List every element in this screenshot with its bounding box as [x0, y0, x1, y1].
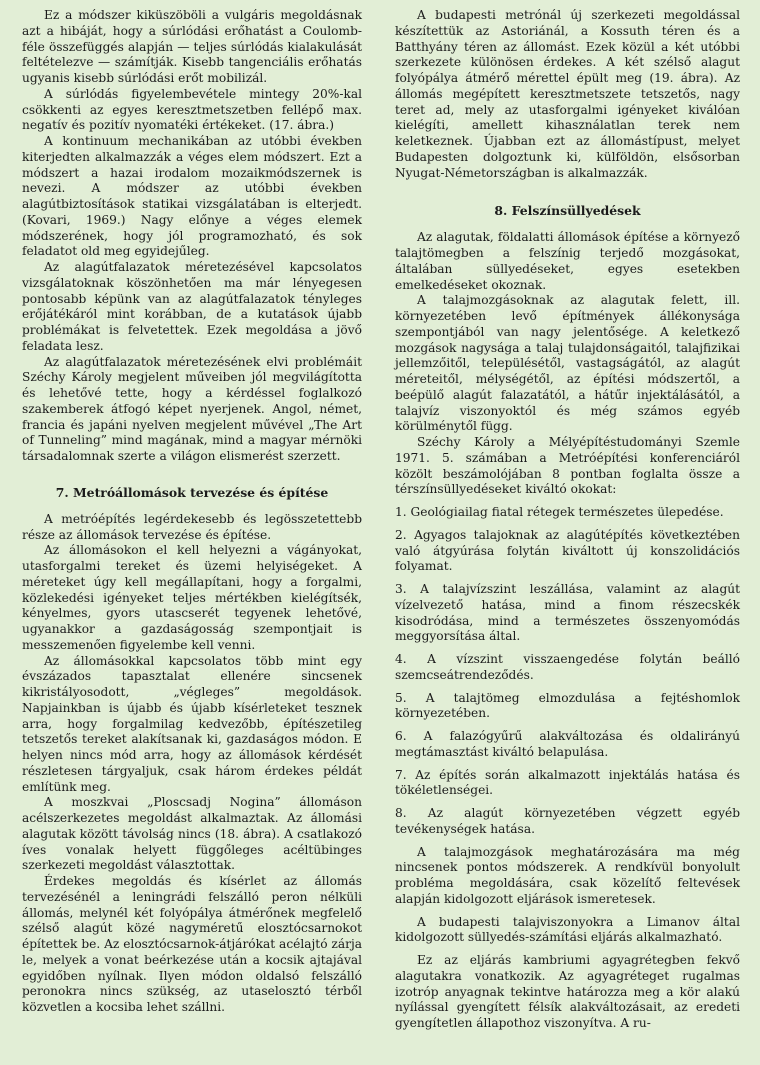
section-heading: 7. Metróállomások tervezése és építése [55, 484, 329, 500]
paragraph: Az alagútfalazatok méretezésével kapcsolatos vizsgálatoknak köszönhetően ma már lényegesen pontosabb képünk van az alagútfalazatok tényleges erőjátékáról mint korábban, de a kutatások újabb problémákat is felvetettek. Ezek megoldása a jövő feladata lesz. [22, 260, 362, 353]
paragraph: A talajmozgásoknak az alagutak felett, ill. környezetében levő építmények állékonysága szempontjából van nagy jelentősége. A keletkező mozgások nagysága a talaj tulajdonságaitól, talajfizikai jellemzőitől, településétől, vastagságától, az alagút méreteitől, mélységétől, az építési módszertől, a beépülő alagút falazatától, a hátűr injektálásától, a talajvíz viszonyoktól és még számos egyéb körülménytől függ. [395, 293, 740, 434]
paragraph: A talajmozgások meghatározására ma még nincsenek pontos módszerek. A rendkívül bonyolult probléma megoldására, csak közelítő feltevések alapján kidolgozott eljárások ismeretesek. [395, 844, 740, 906]
paragraph: A kontinuum mechanikában az utóbbi években kiterjedten alkalmazzák a véges elem módszert. Ezt a módszert a hazai irodalom mozaikmódszernek is nevezi. A módszer az utóbbi években alagútbiztosítások statikai vizsgálatában is elterjedt. (Kovari, 1969.) Nagy előnye a véges elemek módszerének, hogy jól programozható, és sok feladatot old meg egyidejűleg. [22, 134, 362, 259]
numbered-item: 5. A talajtömeg elmozdulása a fejtéshomlok környezetében. [395, 690, 740, 721]
numbered-item: 1. Geológiailag fiatal rétegek természetes ülepedése. [395, 505, 724, 519]
paragraph: Ez az eljárás kambriumi agyagrétegben fekvő alagutakra vonatkozik. Az agyagréteget rugalmas izotróp anyagnak tekintve határozza meg a kör alakú nyílással gyengített félsík alakváltozásait, az eredeti gyengítetlen állapothoz viszonyítva. A ru- [395, 953, 740, 1030]
right-column [395, 8, 740, 1032]
paragraph: Az állomásokkal kapcsolatos több mint egy évszázados tapasztalat ellenére sincsenek kikristályosodott, „végleges” megoldások. Napjainkban is újabb és újabb kísérleteket tesznek arra, hogy forgalmilag kedvezőbb, építészetileg tetszetős tereket alakítsanak ki, gazdaságos módon. E helyen nincs mód arra, hogy az állomások kérdését részletesen tárgyaljuk, csak három érdekes példát említünk meg. [22, 653, 362, 794]
paragraph: A metróépítés legérdekesebb és legösszetettebb része az állomások tervezése és építése. [22, 511, 362, 542]
paragraph: A súrlódás figyelembevétele mintegy 20%-kal csökkenti az egyes keresztmetszetben fellépő max. negatív és pozitív nyomatéki értékeket. (17. ábra.) [22, 86, 362, 133]
paragraph: A budapesti talajviszonyokra a Limanov által kidolgozott süllyedés-számítási eljárás alkalmazható. [395, 914, 740, 945]
paragraph: A moszkvai „Ploscsadj Nogina” állomáson acélszerkezetes megoldást alkalmaztak. Az állomási alagutak között távolság nincs (18. ábra). A csatlakozó íves vonalak helyett függőleges acéltübinges szerkezeti megoldást választottak. [22, 795, 362, 873]
numbered-item: 4. A vízszint visszaengedése folytán beálló szemcseátrendeződés. [395, 652, 740, 682]
numbered-item: 8. Az alagút környezetében végzett egyéb tevékenységek hatása. [395, 806, 740, 836]
left-column [22, 8, 362, 1016]
paragraph: Érdekes megoldás és kísérlet az állomás tervezésénél a leningrádi felszálló peron nélküli állomás, melynél két folyópálya átmérőnek megfelelő szélső alagút közé nagyméretű elosztócsarnokot építettek be. Az elosztócsarnok-átjárókat acélajtó zárja le, melyek a vonat beérkezése után a kocsik ajtajával egyidőben nyílnak. Ilyen módon oldalsó felszálló peronokra nincs szükség, az utaselosztó térből közvetlen a kocsiba lehet szállni. [22, 874, 362, 1014]
section-heading: 8. Felszínsüllyedések [494, 203, 641, 219]
numbered-item: 3. A talajvízszint leszállása, valamint az alagút vízelvezető hatása, mind a finom részecskék kisodródása, mind a természetes összenyomódás meggyorsítása által. [395, 582, 740, 644]
numbered-item: 2. Agyagos talajoknak az alagútépítés következtében való átgyúrása folytán kiváltott új konszolidációs folyamat. [395, 527, 740, 574]
numbered-item: 7. Az építés során alkalmazott injektálás hatása és tökéletlenségei. [395, 767, 740, 798]
paragraph: Az állomásokon el kell helyezni a vágányokat, utasforgalmi tereket és üzemi helyiségeket. A méreteket úgy kell megállapítani, hogy a forgalmi, közlekedési igényeket teljes mértékben kielégítsék, kényelmes, gyors utascserét tegyenek lehetővé, ugyanakkor a gazdaságosság szempontjait is messzemenően figyelembe kell venni. [22, 543, 362, 652]
paragraph: Széchy Károly a Mélyépítéstudományi Szemle 1971. 5. számában a Metróépítési konferenciáról közölt beszámolójában 8 pontban foglalta össze a térszínsüllyedéseket kiváltó okokat: [395, 435, 740, 497]
paragraph: Az alagútfalazatok méretezésének elvi problémáit Széchy Károly megjelent műveiben jól megvilágította és lehetővé tette, hogy a kérdéssel foglalkozó szakemberek átfogó képet nyerjenek. Angol, német, francia és japáni nyelven megjelent művével „The Art of Tunneling” mind magának, mind a magyar mérnöki társadalomnak szerte a világon elismerést szerzett. [22, 354, 362, 463]
paragraph: Az alagutak, földalatti állomások építése a környező talajtömegben a felszínig terjedő mozgásokat, általában süllyedéseket, egyes esetekben emelkedéseket okoznak. [395, 230, 740, 292]
numbered-item: 6. A falazógyűrű alakváltozása és oldalirányú megtámasztást kiváltó belapulása. [395, 729, 740, 759]
paragraph: A budapesti metrónál új szerkezeti megoldással készítettük az Astoriánál, a Kossuth téren és a Batthyány téren az állomást. Ezek közül a két utóbbi szerkezete különösen érdekes. A két szélső alagut folyópálya átmérő mérettel épült meg (19. ábra). Az állomás megépített keresztmetszete tetszetős, nagy teret ad, mely az utasforgalmi igényeket kiválóan kielégíti, amellett kihasználatlan terek nem keletkeznek. Újabban ezt az állomástípust, melyet Budapesten dolgoztunk ki, külföldön, elsősorban Nyugat-Németországban is alkalmazzák. [395, 8, 740, 180]
paragraph: Ez a módszer kiküszöböli a vulgáris megoldásnak azt a hibáját, hogy a súrlódási erőhatást a Coulomb-féle összefüggés alapján — teljes súrlódás kialakulását feltételezve — számítják. Kisebb tangenciális erőhatás ugyanis kisebb súrlódási erőt mobilizál. [22, 8, 362, 85]
